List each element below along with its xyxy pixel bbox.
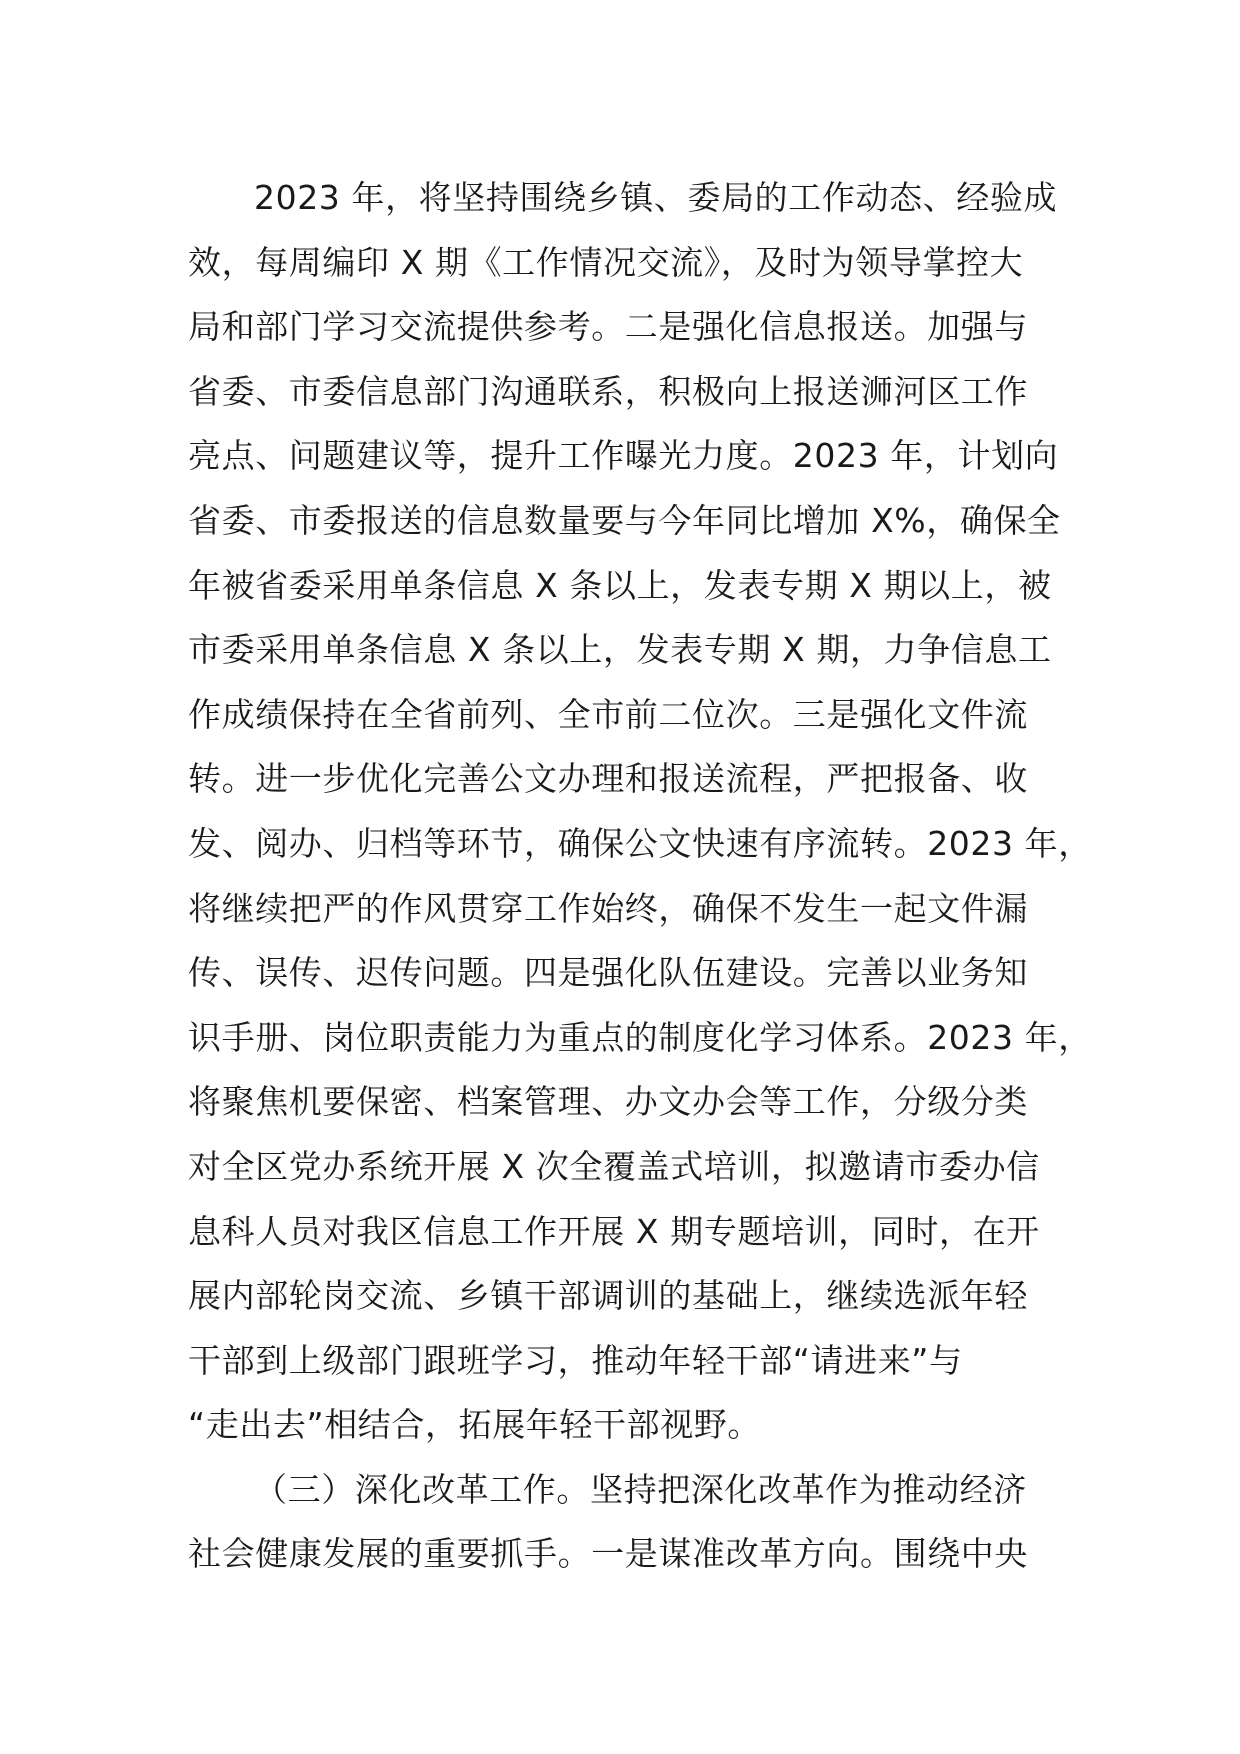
text-line: 省委、市委报送的信息数量要与今年同比增加 X%，确保全	[188, 500, 1061, 540]
text-line: 年被省委采用单条信息 X 条以上，发表专期 X 期以上，被	[188, 565, 1052, 605]
text-line: 将聚焦机要保密、档案管理、办文办会等工作，分级分类	[188, 1082, 1028, 1122]
body-text	[188, 166, 1092, 1587]
text-line: 效，每周编印 X 期《工作情况交流》，及时为领导掌控大	[188, 242, 1024, 282]
text-line: 局和部门学习交流提供参考。二是强化信息报送。加强与	[188, 307, 1028, 347]
text-line: 作成绩保持在全省前列、全市前二位次。三是强化文件流	[188, 694, 1028, 734]
text-line: 干部到上级部门跟班学习，推动年轻干部“请进来”与	[188, 1340, 963, 1380]
section-heading-line: （三）深化改革工作。坚持把深化改革作为推动经济	[254, 1469, 1027, 1509]
text-line: 发、阅办、归档等环节，确保公文快速有序流转。2023 年，	[188, 823, 1092, 863]
text-line: 市委采用单条信息 X 条以上，发表专期 X 期，力争信息工	[188, 630, 1052, 670]
text-line: 转。进一步优化完善公文办理和报送流程，严把报备、收	[188, 759, 1028, 799]
text-line: 社会健康发展的重要抓手。一是谋准改革方向。围绕中央	[188, 1534, 1028, 1574]
text-line: 省委、市委信息部门沟通联系，积极向上报送浉河区工作	[188, 371, 1028, 411]
text-line: 识手册、岗位职责能力为重点的制度化学习体系。2023 年，	[188, 1017, 1092, 1057]
text-line: 展内部轮岗交流、乡镇干部调训的基础上，继续选派年轻	[188, 1276, 1028, 1316]
text-line: 将继续把严的作风贯穿工作始终，确保不发生一起文件漏	[188, 888, 1028, 928]
text-line: 2023 年，将坚持围绕乡镇、委局的工作动态、经验成	[254, 178, 1058, 217]
text-line: “走出去”相结合，拓展年轻干部视野。	[188, 1405, 761, 1445]
text-line: 息科人员对我区信息工作开展 X 期专题培训，同时，在开	[188, 1211, 1040, 1251]
text-line: 对全区党办系统开展 X 次全覆盖式培训，拟邀请市委办信	[188, 1146, 1040, 1186]
text-line: 亮点、问题建议等，提升工作曝光力度。2023 年，计划向	[188, 436, 1059, 476]
text-line: 传、误传、迟传问题。四是强化队伍建设。完善以业务知	[188, 953, 1028, 993]
